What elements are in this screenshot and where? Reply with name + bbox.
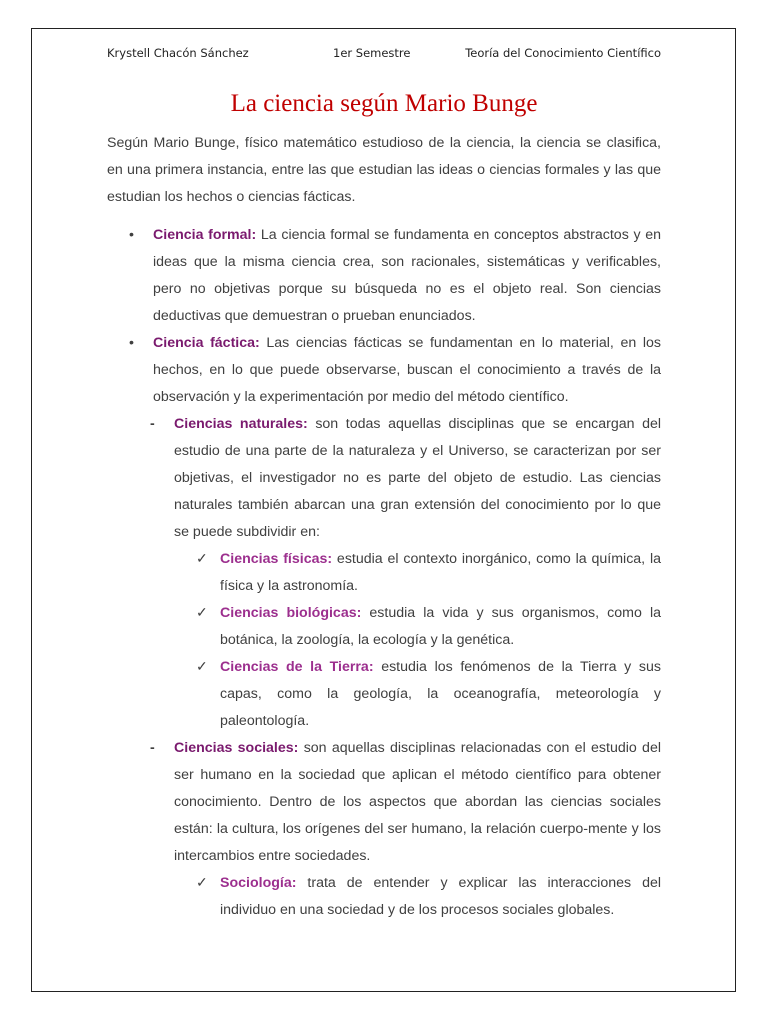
header-semester: 1er Semestre [333,46,411,60]
item-text: son aquellas disciplinas relacionadas con el estudio del ser humano en la sociedad que aplican el método científico para obtener conocimiento. Dentro de los aspectos que abordan las ciencias sociales están: la cultura, los orígenes del ser humano, la relación cuerpo-mente y los intercambios entre sociedades. [174,740,661,864]
item-text: Las ciencias fácticas se fundamentan en lo material, en los hechos, en lo que puede observarse, buscan el conocimiento a través de la observación y la experimentación por medio del método científico. [153,335,661,405]
check-icon: ✓ [196,551,208,567]
check-icon: ✓ [196,659,208,675]
check-icon: ✓ [196,605,208,621]
header-course: Teoría del Conocimiento Científico [465,46,661,60]
list-item-ciencia-factica [129,330,661,411]
term-label: Sociología: [220,875,297,891]
bullet-marker: • [129,335,134,351]
header-author: Krystell Chacón Sánchez [107,46,249,60]
list-item-sociologia [196,870,661,924]
list-item-ciencias-fisicas [196,546,661,600]
item-text: estudia el contexto inorgánico, como la química, la física y la astronomía. [220,551,661,594]
item-text: son todas aquellas disciplinas que se encargan del estudio de una parte de la naturaleza y el Universo, se caracterizan por ser objetivas, el investigador no es parte del objeto de estudio. Las ciencias naturales también abarcan una gran extensión del conocimiento por lo que se puede subdividir en: [174,416,661,540]
list-item-ciencia-formal [129,222,661,330]
item-text: La ciencia formal se fundamenta en conceptos abstractos y en ideas que la misma ciencia crea, son racionales, sistemáticas y verificables, pero no objetivas porque su búsqueda no es el objeto real. Son ciencias deductivas que demuestran o prueban enunciados. [153,227,661,324]
term-label: Ciencias naturales: [174,416,308,432]
bullet-marker: • [129,227,134,243]
term-label: Ciencias de la Tierra: [220,659,374,675]
term-label: Ciencia formal: [153,227,257,243]
check-icon: ✓ [196,875,208,891]
list-item-ciencias-biologicas [196,600,661,654]
list-item-ciencias-naturales [150,411,661,546]
term-label: Ciencias físicas: [220,551,333,567]
intro-paragraph: Según Mario Bunge, físico matemático estudioso de la ciencia, la ciencia se clasifica, en una primera instancia, entre las que estudian las ideas o ciencias formales y las que estudian los hechos o ciencias fácticas. [107,135,661,205]
item-text: estudia los fenómenos de la Tierra y sus capas, como la geología, la oceanografía, meteorología y paleontología. [220,659,661,729]
term-label: Ciencia fáctica: [153,335,260,351]
item-text: trata de entender y explicar las interacciones del individuo en una sociedad y de los procesos sociales globales. [220,875,661,918]
list-item-ciencias-sociales [150,735,661,870]
document-body [107,130,661,924]
dash-marker: - [150,416,155,432]
document-header [107,46,661,66]
list-item-ciencias-tierra [196,654,661,735]
term-label: Ciencias biológicas: [220,605,362,621]
item-text: estudia la vida y sus organismos, como la botánica, la zoología, la ecología y la genética. [220,605,661,648]
document-title: La ciencia según Mario Bunge [230,90,538,117]
term-label: Ciencias sociales: [174,740,299,756]
dash-marker: - [150,740,155,756]
